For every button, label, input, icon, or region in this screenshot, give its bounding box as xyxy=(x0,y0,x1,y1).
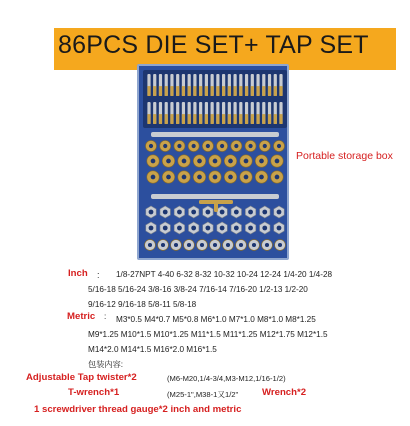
die-hole xyxy=(166,175,171,180)
die-hole xyxy=(182,175,187,180)
die-hole xyxy=(197,159,202,164)
tap-thread xyxy=(170,114,173,124)
die-hole xyxy=(262,226,267,231)
tap-thread xyxy=(182,86,185,96)
die-hole xyxy=(228,159,233,164)
die-hole xyxy=(226,243,230,247)
tap-thread xyxy=(165,86,168,96)
tap-thread xyxy=(170,86,173,96)
die-hole xyxy=(213,159,218,164)
tap-thread xyxy=(228,86,231,96)
inch-label: Inch xyxy=(68,268,88,279)
tap-thread xyxy=(239,86,242,96)
tap-thread xyxy=(159,114,162,124)
tap-thread xyxy=(165,114,168,124)
tap-thread xyxy=(205,86,208,96)
die-hole xyxy=(149,210,154,215)
die-hole xyxy=(197,175,202,180)
tap-thread xyxy=(256,114,259,124)
die-hole xyxy=(191,210,196,215)
tap-thread xyxy=(228,114,231,124)
die-hole xyxy=(259,175,264,180)
die-hole xyxy=(265,243,269,247)
tap-thread xyxy=(216,114,219,124)
tap-thread xyxy=(176,114,179,124)
die-hole xyxy=(205,226,210,231)
tap-twister-spec: (M6-M20,1/4-3/4,M3-M12,1/16-1/2) xyxy=(167,374,286,383)
die-hole xyxy=(163,210,168,215)
tap-thread xyxy=(188,114,191,124)
die-hole xyxy=(200,243,204,247)
tap-thread xyxy=(153,86,156,96)
product-photo-storage-box xyxy=(137,64,289,260)
wrench-label: Wrench*2 xyxy=(262,387,307,398)
die-hole xyxy=(177,144,181,148)
die-hole xyxy=(239,243,243,247)
die-hole xyxy=(277,210,282,215)
t-wrench-label: T-wrench*1 xyxy=(68,387,120,398)
tap-thread xyxy=(262,114,265,124)
screwdriver-gauge-line: 1 screwdriver thread gauge*2 inch and metric xyxy=(34,404,242,415)
tap-thread xyxy=(147,86,150,96)
tap-thread xyxy=(279,114,282,124)
tap-thread xyxy=(188,86,191,96)
tap-thread xyxy=(268,114,271,124)
die-hole xyxy=(234,226,239,231)
die-hole xyxy=(163,226,168,231)
die-hole xyxy=(248,144,252,148)
die-hole xyxy=(174,243,178,247)
tap-thread xyxy=(262,86,265,96)
die-hole xyxy=(205,210,210,215)
wrench-bar xyxy=(151,194,279,199)
contents-heading: 包装内容: xyxy=(88,360,124,369)
tap-thread xyxy=(274,86,277,96)
die-hole xyxy=(252,243,256,247)
tap-thread xyxy=(159,86,162,96)
tap-thread xyxy=(211,86,214,96)
die-hole xyxy=(277,144,281,148)
die-hole xyxy=(278,243,282,247)
die-hole xyxy=(248,226,253,231)
inch-line-3: 9/16-12 9/16-18 5/8-11 5/8-18 xyxy=(88,300,197,309)
die-hole xyxy=(234,144,238,148)
die-hole xyxy=(187,243,191,247)
tap-thread xyxy=(193,86,196,96)
storage-box-label: Portable storage box xyxy=(296,150,393,162)
tap-thread xyxy=(211,114,214,124)
tap-thread xyxy=(251,86,254,96)
die-hole xyxy=(163,144,167,148)
die-hole xyxy=(244,159,249,164)
die-hole xyxy=(234,210,239,215)
die-hole xyxy=(191,226,196,231)
tap-thread xyxy=(222,86,225,96)
metric-line-1: M3*0.5 M4*0.7 M5*0.8 M6*1.0 M7*1.0 M8*1.0 M8*1.25 xyxy=(116,315,316,324)
die-hole xyxy=(213,243,217,247)
die-hole xyxy=(275,175,280,180)
die-hole xyxy=(228,175,233,180)
tap-twister-label: Adjustable Tap twister*2 xyxy=(26,372,137,383)
die-hole xyxy=(259,159,264,164)
tap-thread xyxy=(251,114,254,124)
product-title: 86PCS DIE SET+ TAP SET xyxy=(58,31,369,59)
tap-thread xyxy=(176,86,179,96)
inch-line-1: 1/8-27NPT 4-40 6-32 8-32 10-32 10-24 12-24 1/4-20 1/4-28 xyxy=(116,270,333,279)
tap-tray xyxy=(143,70,287,128)
tap-thread xyxy=(153,114,156,124)
die-hole xyxy=(213,175,218,180)
tap-thread xyxy=(205,114,208,124)
tap-thread xyxy=(147,114,150,124)
metric-label: Metric xyxy=(67,311,96,322)
metric-line-2: M9*1.25 M10*1.5 M10*1.25 M11*1.5 M11*1.25 M12*1.75 M12*1.5 xyxy=(88,330,328,339)
tap-die-set-illustration xyxy=(139,66,291,262)
die-hole xyxy=(263,144,267,148)
tap-thread xyxy=(268,86,271,96)
die-hole xyxy=(275,159,280,164)
tap-thread xyxy=(222,114,225,124)
tap-thread xyxy=(245,114,248,124)
die-hole xyxy=(149,144,153,148)
die-hole xyxy=(248,210,253,215)
die-hole xyxy=(177,210,182,215)
die-hole xyxy=(149,226,154,231)
die-hole xyxy=(177,226,182,231)
die-hole xyxy=(220,226,225,231)
die-hole xyxy=(148,243,152,247)
inch-separator: : xyxy=(97,270,100,280)
t-wrench-spec: (M25-1",M38-1又1/2" xyxy=(167,390,239,399)
tap-thread xyxy=(233,86,236,96)
die-hole xyxy=(182,159,187,164)
tap-thread xyxy=(274,114,277,124)
die-hole xyxy=(206,144,210,148)
die-hole xyxy=(244,175,249,180)
die-hole xyxy=(151,159,156,164)
tap-thread xyxy=(245,86,248,96)
tap-thread xyxy=(182,114,185,124)
inch-line-2: 5/16-18 5/16-24 3/8-16 3/8-24 7/16-14 7/16-20 1/2-13 1/2-20 xyxy=(88,285,308,294)
die-hole xyxy=(192,144,196,148)
wrench-bar xyxy=(151,132,279,137)
tap-thread xyxy=(216,86,219,96)
die-hole xyxy=(220,210,225,215)
t-wrench-shaft xyxy=(214,200,218,212)
tap-thread xyxy=(256,86,259,96)
tap-thread xyxy=(279,86,282,96)
tap-thread xyxy=(233,114,236,124)
tap-thread xyxy=(193,114,196,124)
die-hole xyxy=(151,175,156,180)
tap-thread xyxy=(199,86,202,96)
die-hole xyxy=(220,144,224,148)
metric-separator: : xyxy=(104,312,107,321)
die-hole xyxy=(161,243,165,247)
die-hole xyxy=(262,210,267,215)
tap-thread xyxy=(239,114,242,124)
metric-line-3: M14*2.0 M14*1.5 M16*2.0 M16*1.5 xyxy=(88,345,217,354)
die-hole xyxy=(166,159,171,164)
tap-thread xyxy=(199,114,202,124)
die-hole xyxy=(277,226,282,231)
